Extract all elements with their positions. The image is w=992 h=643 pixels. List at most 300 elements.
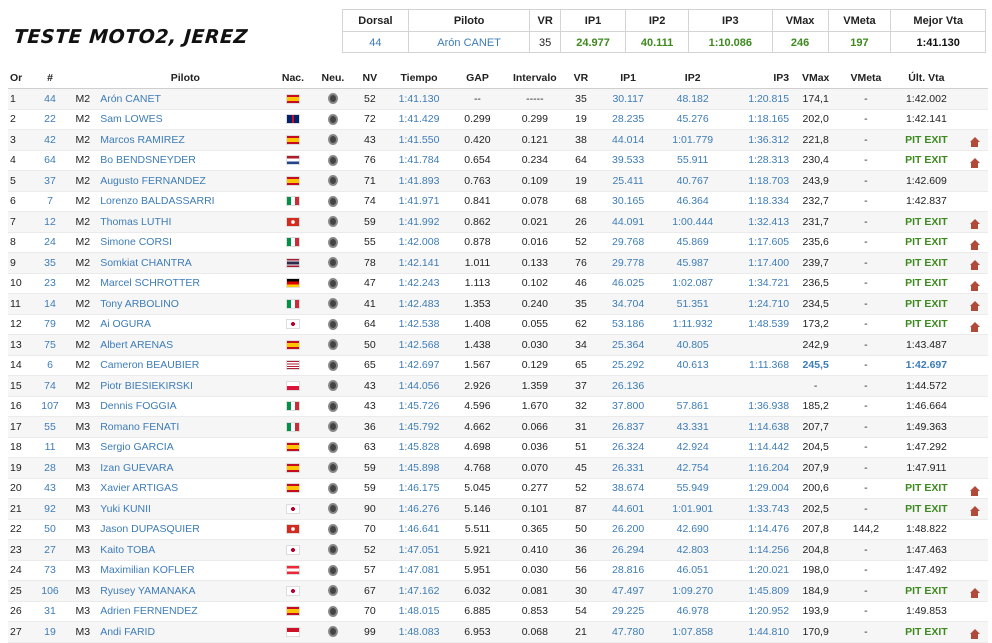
table-row[interactable] (8, 376, 988, 397)
rider-name-link[interactable]: Lorenzo BALDASSARRI (98, 191, 272, 212)
time-cell[interactable]: 1:41.550 (387, 130, 451, 151)
top-speed-cell: 193,9 (791, 601, 840, 622)
time-cell[interactable]: 1:41.893 (387, 171, 451, 192)
time-cell[interactable]: 1:45.726 (387, 396, 451, 417)
time-cell[interactable]: 1:47.051 (387, 540, 451, 561)
flag-icon (286, 422, 300, 432)
time-cell[interactable]: 1:42.141 (387, 253, 451, 274)
finish-speed-cell: - (840, 314, 891, 335)
time-cell[interactable]: 1:42.697 (387, 355, 451, 376)
best-lap-number-cell: 65 (566, 355, 597, 376)
nationality-flag (272, 109, 313, 130)
rider-number-link[interactable]: 37 (33, 171, 68, 192)
rider-name-link[interactable]: Kaito TOBA (98, 540, 272, 561)
position-cell: 13 (8, 335, 33, 356)
table-row[interactable] (8, 499, 988, 520)
rider-name-link[interactable]: Romano FENATI (98, 417, 272, 438)
tyre-icon (328, 257, 338, 268)
flag-icon (286, 401, 300, 411)
rider-name-link[interactable]: Simone CORSI (98, 232, 272, 253)
home-action[interactable] (961, 335, 988, 356)
rider-number-link[interactable]: 42 (33, 130, 68, 151)
rider-name-link[interactable]: Ai OGURA (98, 314, 272, 335)
time-cell[interactable]: 1:42.008 (387, 232, 451, 253)
table-row[interactable] (8, 417, 988, 438)
table-row[interactable] (8, 437, 988, 458)
rider-name-link[interactable]: Xavier ARTIGAS (98, 478, 272, 499)
table-row[interactable] (8, 232, 988, 253)
split2-cell (660, 376, 726, 397)
laps-cell: 99 (352, 622, 387, 643)
rider-name-link[interactable]: Piotr BIESIEKIRSKI (98, 376, 272, 397)
rider-name-link[interactable]: Cameron BEAUBIER (98, 355, 272, 376)
top-speed-cell: 234,5 (791, 294, 840, 315)
col-header-or[interactable]: Or (8, 67, 33, 89)
split2-cell: 1:11.932 (660, 314, 726, 335)
rider-number-link[interactable]: 79 (33, 314, 68, 335)
best-lap-number-cell: 35 (566, 89, 597, 110)
col-header-neu[interactable]: Neu. (313, 67, 352, 89)
rider-number-link[interactable]: 106 (33, 581, 68, 602)
tyre-cell (313, 150, 352, 171)
tyre-icon (328, 360, 338, 371)
split1-cell: 29.225 (596, 601, 660, 622)
nationality-flag (272, 171, 313, 192)
home-action[interactable] (961, 232, 988, 253)
rider-name-link[interactable]: Somkiat CHANTRA (98, 253, 272, 274)
top-speed-cell: 243,9 (791, 171, 840, 192)
category-cell: M3 (67, 458, 98, 479)
table-row[interactable] (8, 458, 988, 479)
flag-icon (286, 278, 300, 288)
split2-cell: 48.182 (660, 89, 726, 110)
pit-home-icon[interactable] (970, 301, 980, 306)
home-action[interactable] (961, 376, 988, 397)
tyre-cell (313, 171, 352, 192)
split1-cell: 37.800 (596, 396, 660, 417)
split1-cell: 28.816 (596, 560, 660, 581)
pit-home-icon[interactable] (970, 240, 980, 245)
best-lap-number-cell: 56 (566, 560, 597, 581)
finish-speed-cell: - (840, 232, 891, 253)
rider-number-link[interactable]: 31 (33, 601, 68, 622)
gap-cell: 1.011 (451, 253, 504, 274)
laps-cell: 65 (352, 355, 387, 376)
summary-header-vr: VR (530, 10, 561, 32)
table-row[interactable] (8, 314, 988, 335)
rider-number-link[interactable]: 35 (33, 253, 68, 274)
time-cell[interactable]: 1:42.568 (387, 335, 451, 356)
position-cell: 7 (8, 212, 33, 233)
tyre-icon (328, 585, 338, 596)
gap-cell: 0.299 (451, 109, 504, 130)
rider-number-link[interactable]: 7 (33, 191, 68, 212)
summary-vmeta: 197 (828, 32, 891, 54)
col-header-intervalo[interactable]: Intervalo (504, 67, 566, 89)
flag-icon (286, 258, 300, 268)
time-cell[interactable]: 1:42.243 (387, 273, 451, 294)
rider-name-link[interactable]: Jason DUPASQUIER (98, 519, 272, 540)
home-action[interactable] (961, 396, 988, 417)
time-cell[interactable]: 1:42.538 (387, 314, 451, 335)
laps-cell: 67 (352, 581, 387, 602)
rider-name-link[interactable]: Izan GUEVARA (98, 458, 272, 479)
tyre-icon (328, 278, 338, 289)
tyre-cell (313, 294, 352, 315)
rider-name-link[interactable]: Marcos RAMIREZ (98, 130, 272, 151)
home-action[interactable] (961, 417, 988, 438)
split1-cell: 29.768 (596, 232, 660, 253)
col-header-nac[interactable]: Nac. (272, 67, 313, 89)
home-action[interactable] (961, 581, 988, 602)
finish-speed-cell: - (840, 601, 891, 622)
summary-dorsal[interactable]: 44 (343, 32, 408, 54)
home-action[interactable] (961, 171, 988, 192)
position-cell: 18 (8, 437, 33, 458)
home-action[interactable] (961, 109, 988, 130)
split1-cell: 53.186 (596, 314, 660, 335)
rider-name-link[interactable]: Marcel SCHROTTER (98, 273, 272, 294)
rider-number-link[interactable]: 73 (33, 560, 68, 581)
last-lap-cell: PIT EXIT (892, 232, 962, 253)
rider-number-link[interactable]: 50 (33, 519, 68, 540)
tyre-icon (328, 216, 338, 227)
laps-cell: 43 (352, 396, 387, 417)
col-header-vmeta[interactable]: VMeta (840, 67, 891, 89)
summary-header-piloto: Piloto (408, 10, 529, 32)
rider-number-link[interactable]: 92 (33, 499, 68, 520)
col-header-ult-vta[interactable]: Últ. Vta (892, 67, 962, 89)
rider-number-link[interactable]: 75 (33, 335, 68, 356)
finish-speed-cell: - (840, 212, 891, 233)
rider-number-link[interactable]: 64 (33, 150, 68, 171)
split1-cell: 26.136 (596, 376, 660, 397)
home-action[interactable] (961, 253, 988, 274)
table-row[interactable] (8, 601, 988, 622)
col-header-category (67, 67, 98, 89)
split3-cell: 1:20.815 (725, 89, 791, 110)
summary-header-ip1: IP1 (560, 10, 625, 32)
tyre-icon (328, 339, 338, 350)
home-action[interactable] (961, 355, 988, 376)
table-row[interactable] (8, 519, 988, 540)
flag-icon (286, 217, 300, 227)
time-cell[interactable]: 1:41.992 (387, 212, 451, 233)
home-action[interactable] (961, 519, 988, 540)
rider-number-link[interactable]: 14 (33, 294, 68, 315)
last-lap-cell: PIT EXIT (892, 294, 962, 315)
laps-cell: 43 (352, 130, 387, 151)
best-lap-number-cell: 37 (566, 376, 597, 397)
split2-cell: 45.869 (660, 232, 726, 253)
position-cell: 3 (8, 130, 33, 151)
interval-cell: 0.030 (504, 560, 566, 581)
table-row[interactable] (8, 294, 988, 315)
tyre-cell (313, 560, 352, 581)
best-lap-number-cell: 45 (566, 458, 597, 479)
time-cell[interactable]: 1:47.162 (387, 581, 451, 602)
flag-icon (286, 237, 300, 247)
last-lap-cell: PIT EXIT (892, 499, 962, 520)
split1-cell: 34.704 (596, 294, 660, 315)
table-row[interactable] (8, 253, 988, 274)
position-cell: 4 (8, 150, 33, 171)
rider-number-link[interactable]: 12 (33, 212, 68, 233)
rider-name-link[interactable]: Bo BENDSNEYDER (98, 150, 272, 171)
top-speed-cell: 170,9 (791, 622, 840, 643)
time-cell[interactable]: 1:48.083 (387, 622, 451, 643)
laps-cell: 41 (352, 294, 387, 315)
time-cell[interactable]: 1:41.784 (387, 150, 451, 171)
home-action[interactable] (961, 458, 988, 479)
laps-cell: 78 (352, 253, 387, 274)
rider-name-link[interactable]: Tony ARBOLINO (98, 294, 272, 315)
gap-cell: 1.408 (451, 314, 504, 335)
time-cell[interactable]: 1:46.175 (387, 478, 451, 499)
position-cell: 2 (8, 109, 33, 130)
interval-cell: 0.299 (504, 109, 566, 130)
rider-number-link[interactable]: 107 (33, 396, 68, 417)
home-action[interactable] (961, 314, 988, 335)
home-action[interactable] (961, 130, 988, 151)
time-cell[interactable]: 1:41.971 (387, 191, 451, 212)
pit-home-icon[interactable] (970, 629, 980, 634)
home-action[interactable] (961, 478, 988, 499)
split3-cell: 1:44.810 (725, 622, 791, 643)
time-cell[interactable]: 1:45.828 (387, 437, 451, 458)
pit-home-icon[interactable] (970, 486, 980, 491)
split1-cell: 44.601 (596, 499, 660, 520)
split3-cell: 1:14.476 (725, 519, 791, 540)
rider-number-link[interactable]: 27 (33, 540, 68, 561)
time-cell[interactable]: 1:45.792 (387, 417, 451, 438)
time-cell[interactable]: 1:41.130 (387, 89, 451, 110)
split2-cell: 1:02.087 (660, 273, 726, 294)
col-header-actions (961, 67, 988, 89)
rider-number-link[interactable]: 22 (33, 109, 68, 130)
laps-cell: 70 (352, 519, 387, 540)
rider-number-link[interactable]: 11 (33, 437, 68, 458)
pit-home-icon[interactable] (970, 158, 980, 163)
col-header-nv[interactable]: NV (352, 67, 387, 89)
split1-cell: 39.533 (596, 150, 660, 171)
rider-name-link[interactable]: Adrien FERNENDEZ (98, 601, 272, 622)
rider-name-link[interactable]: Sam LOWES (98, 109, 272, 130)
category-cell: M2 (67, 171, 98, 192)
summary-piloto[interactable]: Arón CANET (408, 32, 529, 54)
rider-number-link[interactable]: 55 (33, 417, 68, 438)
col-header-number[interactable]: # (33, 67, 68, 89)
table-row[interactable] (8, 335, 988, 356)
rider-number-link[interactable]: 24 (33, 232, 68, 253)
flag-icon (286, 524, 300, 534)
position-cell: 11 (8, 294, 33, 315)
category-cell: M2 (67, 109, 98, 130)
position-cell: 26 (8, 601, 33, 622)
split2-cell: 55.949 (660, 478, 726, 499)
split3-cell: 1:14.256 (725, 540, 791, 561)
pit-home-icon[interactable] (970, 260, 980, 265)
col-header-ip3[interactable]: IP3 (725, 67, 791, 89)
tyre-cell (313, 540, 352, 561)
split2-cell: 42.803 (660, 540, 726, 561)
split1-cell: 26.324 (596, 437, 660, 458)
home-action[interactable] (961, 499, 988, 520)
home-action[interactable] (961, 273, 988, 294)
table-row[interactable] (8, 130, 988, 151)
rider-name-link[interactable]: Arón CANET (98, 89, 272, 110)
tyre-icon (328, 544, 338, 555)
table-row[interactable] (8, 171, 988, 192)
split3-cell: 1:18.334 (725, 191, 791, 212)
interval-cell: 0.078 (504, 191, 566, 212)
best-lap-number-cell: 54 (566, 601, 597, 622)
time-cell[interactable]: 1:46.276 (387, 499, 451, 520)
flag-icon (286, 586, 300, 596)
nationality-flag (272, 601, 313, 622)
table-row[interactable] (8, 89, 988, 110)
category-cell: M2 (67, 212, 98, 233)
table-row[interactable] (8, 191, 988, 212)
time-cell[interactable]: 1:46.641 (387, 519, 451, 540)
laps-cell: 36 (352, 417, 387, 438)
split2-cell: 40.767 (660, 171, 726, 192)
laps-cell: 57 (352, 560, 387, 581)
gap-cell: 1.353 (451, 294, 504, 315)
split2-cell: 1:07.858 (660, 622, 726, 643)
rider-name-link[interactable]: Dennis FOGGIA (98, 396, 272, 417)
rider-number-link[interactable]: 19 (33, 622, 68, 643)
col-header-piloto[interactable]: Piloto (98, 67, 272, 89)
rider-name-link[interactable]: Ryusey YAMANAKA (98, 581, 272, 602)
nationality-flag (272, 191, 313, 212)
time-cell[interactable]: 1:42.483 (387, 294, 451, 315)
col-header-vmax[interactable]: VMax (791, 67, 840, 89)
laps-cell: 76 (352, 150, 387, 171)
laps-cell: 74 (352, 191, 387, 212)
laps-cell: 64 (352, 314, 387, 335)
top-speed-cell: 207,7 (791, 417, 840, 438)
col-header-tiempo[interactable]: Tiempo (387, 67, 451, 89)
gap-cell: 6.032 (451, 581, 504, 602)
table-header-row (8, 67, 988, 89)
rider-name-link[interactable]: Thomas LUTHI (98, 212, 272, 233)
rider-name-link[interactable]: Andi FARID (98, 622, 272, 643)
rider-name-link[interactable]: Yuki KUNII (98, 499, 272, 520)
home-action[interactable] (961, 191, 988, 212)
category-cell: M2 (67, 232, 98, 253)
col-header-ip2[interactable]: IP2 (660, 67, 726, 89)
home-action[interactable] (961, 540, 988, 561)
top-speed-cell: 200,6 (791, 478, 840, 499)
split3-cell: 1:29.004 (725, 478, 791, 499)
split1-cell: 38.674 (596, 478, 660, 499)
table-row[interactable] (8, 273, 988, 294)
time-cell[interactable]: 1:47.081 (387, 560, 451, 581)
interval-cell: 0.410 (504, 540, 566, 561)
home-action[interactable] (961, 560, 988, 581)
home-action[interactable] (961, 437, 988, 458)
gap-cell: 0.420 (451, 130, 504, 151)
pit-home-icon[interactable] (970, 219, 980, 224)
pit-home-icon[interactable] (970, 281, 980, 286)
rider-name-link[interactable]: Albert ARENAS (98, 335, 272, 356)
table-row[interactable] (8, 109, 988, 130)
time-cell[interactable]: 1:44.056 (387, 376, 451, 397)
home-action[interactable] (961, 601, 988, 622)
rider-name-link[interactable]: Sergio GARCIA (98, 437, 272, 458)
category-cell: M2 (67, 376, 98, 397)
pit-home-icon[interactable] (970, 506, 980, 511)
rider-number-link[interactable]: 74 (33, 376, 68, 397)
table-row[interactable] (8, 478, 988, 499)
interval-cell: 0.068 (504, 622, 566, 643)
col-header-vr[interactable]: VR (566, 67, 597, 89)
table-row[interactable] (8, 622, 988, 643)
table-row[interactable] (8, 150, 988, 171)
nationality-flag (272, 253, 313, 274)
rider-number-link[interactable]: 28 (33, 458, 68, 479)
rider-name-link[interactable]: Maximilian KOFLER (98, 560, 272, 581)
time-cell[interactable]: 1:45.898 (387, 458, 451, 479)
table-row[interactable] (8, 355, 988, 376)
home-action[interactable] (961, 622, 988, 643)
home-action[interactable] (961, 89, 988, 110)
table-row[interactable] (8, 581, 988, 602)
finish-speed-cell: - (840, 89, 891, 110)
category-cell: M2 (67, 294, 98, 315)
gap-cell: 6.885 (451, 601, 504, 622)
col-header-gap[interactable]: GAP (451, 67, 504, 89)
pit-home-icon[interactable] (970, 588, 980, 593)
time-cell[interactable]: 1:41.429 (387, 109, 451, 130)
finish-speed-cell: - (840, 130, 891, 151)
interval-cell: ----- (504, 89, 566, 110)
home-action[interactable] (961, 150, 988, 171)
split3-cell: 1:36.312 (725, 130, 791, 151)
nationality-flag (272, 519, 313, 540)
table-row[interactable] (8, 212, 988, 233)
gap-cell: 2.926 (451, 376, 504, 397)
pit-home-icon[interactable] (970, 322, 980, 327)
nationality-flag (272, 581, 313, 602)
last-lap-cell: 1:44.572 (892, 376, 962, 397)
table-row[interactable] (8, 540, 988, 561)
gap-cell: 4.768 (451, 458, 504, 479)
rider-number-link[interactable]: 6 (33, 355, 68, 376)
best-lap-number-cell: 64 (566, 150, 597, 171)
rider-number-link[interactable]: 23 (33, 273, 68, 294)
time-cell[interactable]: 1:48.015 (387, 601, 451, 622)
laps-cell: 63 (352, 437, 387, 458)
home-action[interactable] (961, 294, 988, 315)
table-row[interactable] (8, 396, 988, 417)
rider-name-link[interactable]: Augusto FERNANDEZ (98, 171, 272, 192)
home-action[interactable] (961, 212, 988, 233)
table-row[interactable] (8, 560, 988, 581)
last-lap-cell: 1:42.002 (892, 89, 962, 110)
last-lap-cell: 1:42.609 (892, 171, 962, 192)
rider-number-link[interactable]: 43 (33, 478, 68, 499)
category-cell: M2 (67, 335, 98, 356)
rider-number-link[interactable]: 44 (33, 89, 68, 110)
pit-home-icon[interactable] (970, 137, 980, 142)
flag-icon (286, 299, 300, 309)
col-header-ip1[interactable]: IP1 (596, 67, 660, 89)
laps-cell: 70 (352, 601, 387, 622)
interval-cell: 0.101 (504, 499, 566, 520)
top-speed-cell: 204,8 (791, 540, 840, 561)
